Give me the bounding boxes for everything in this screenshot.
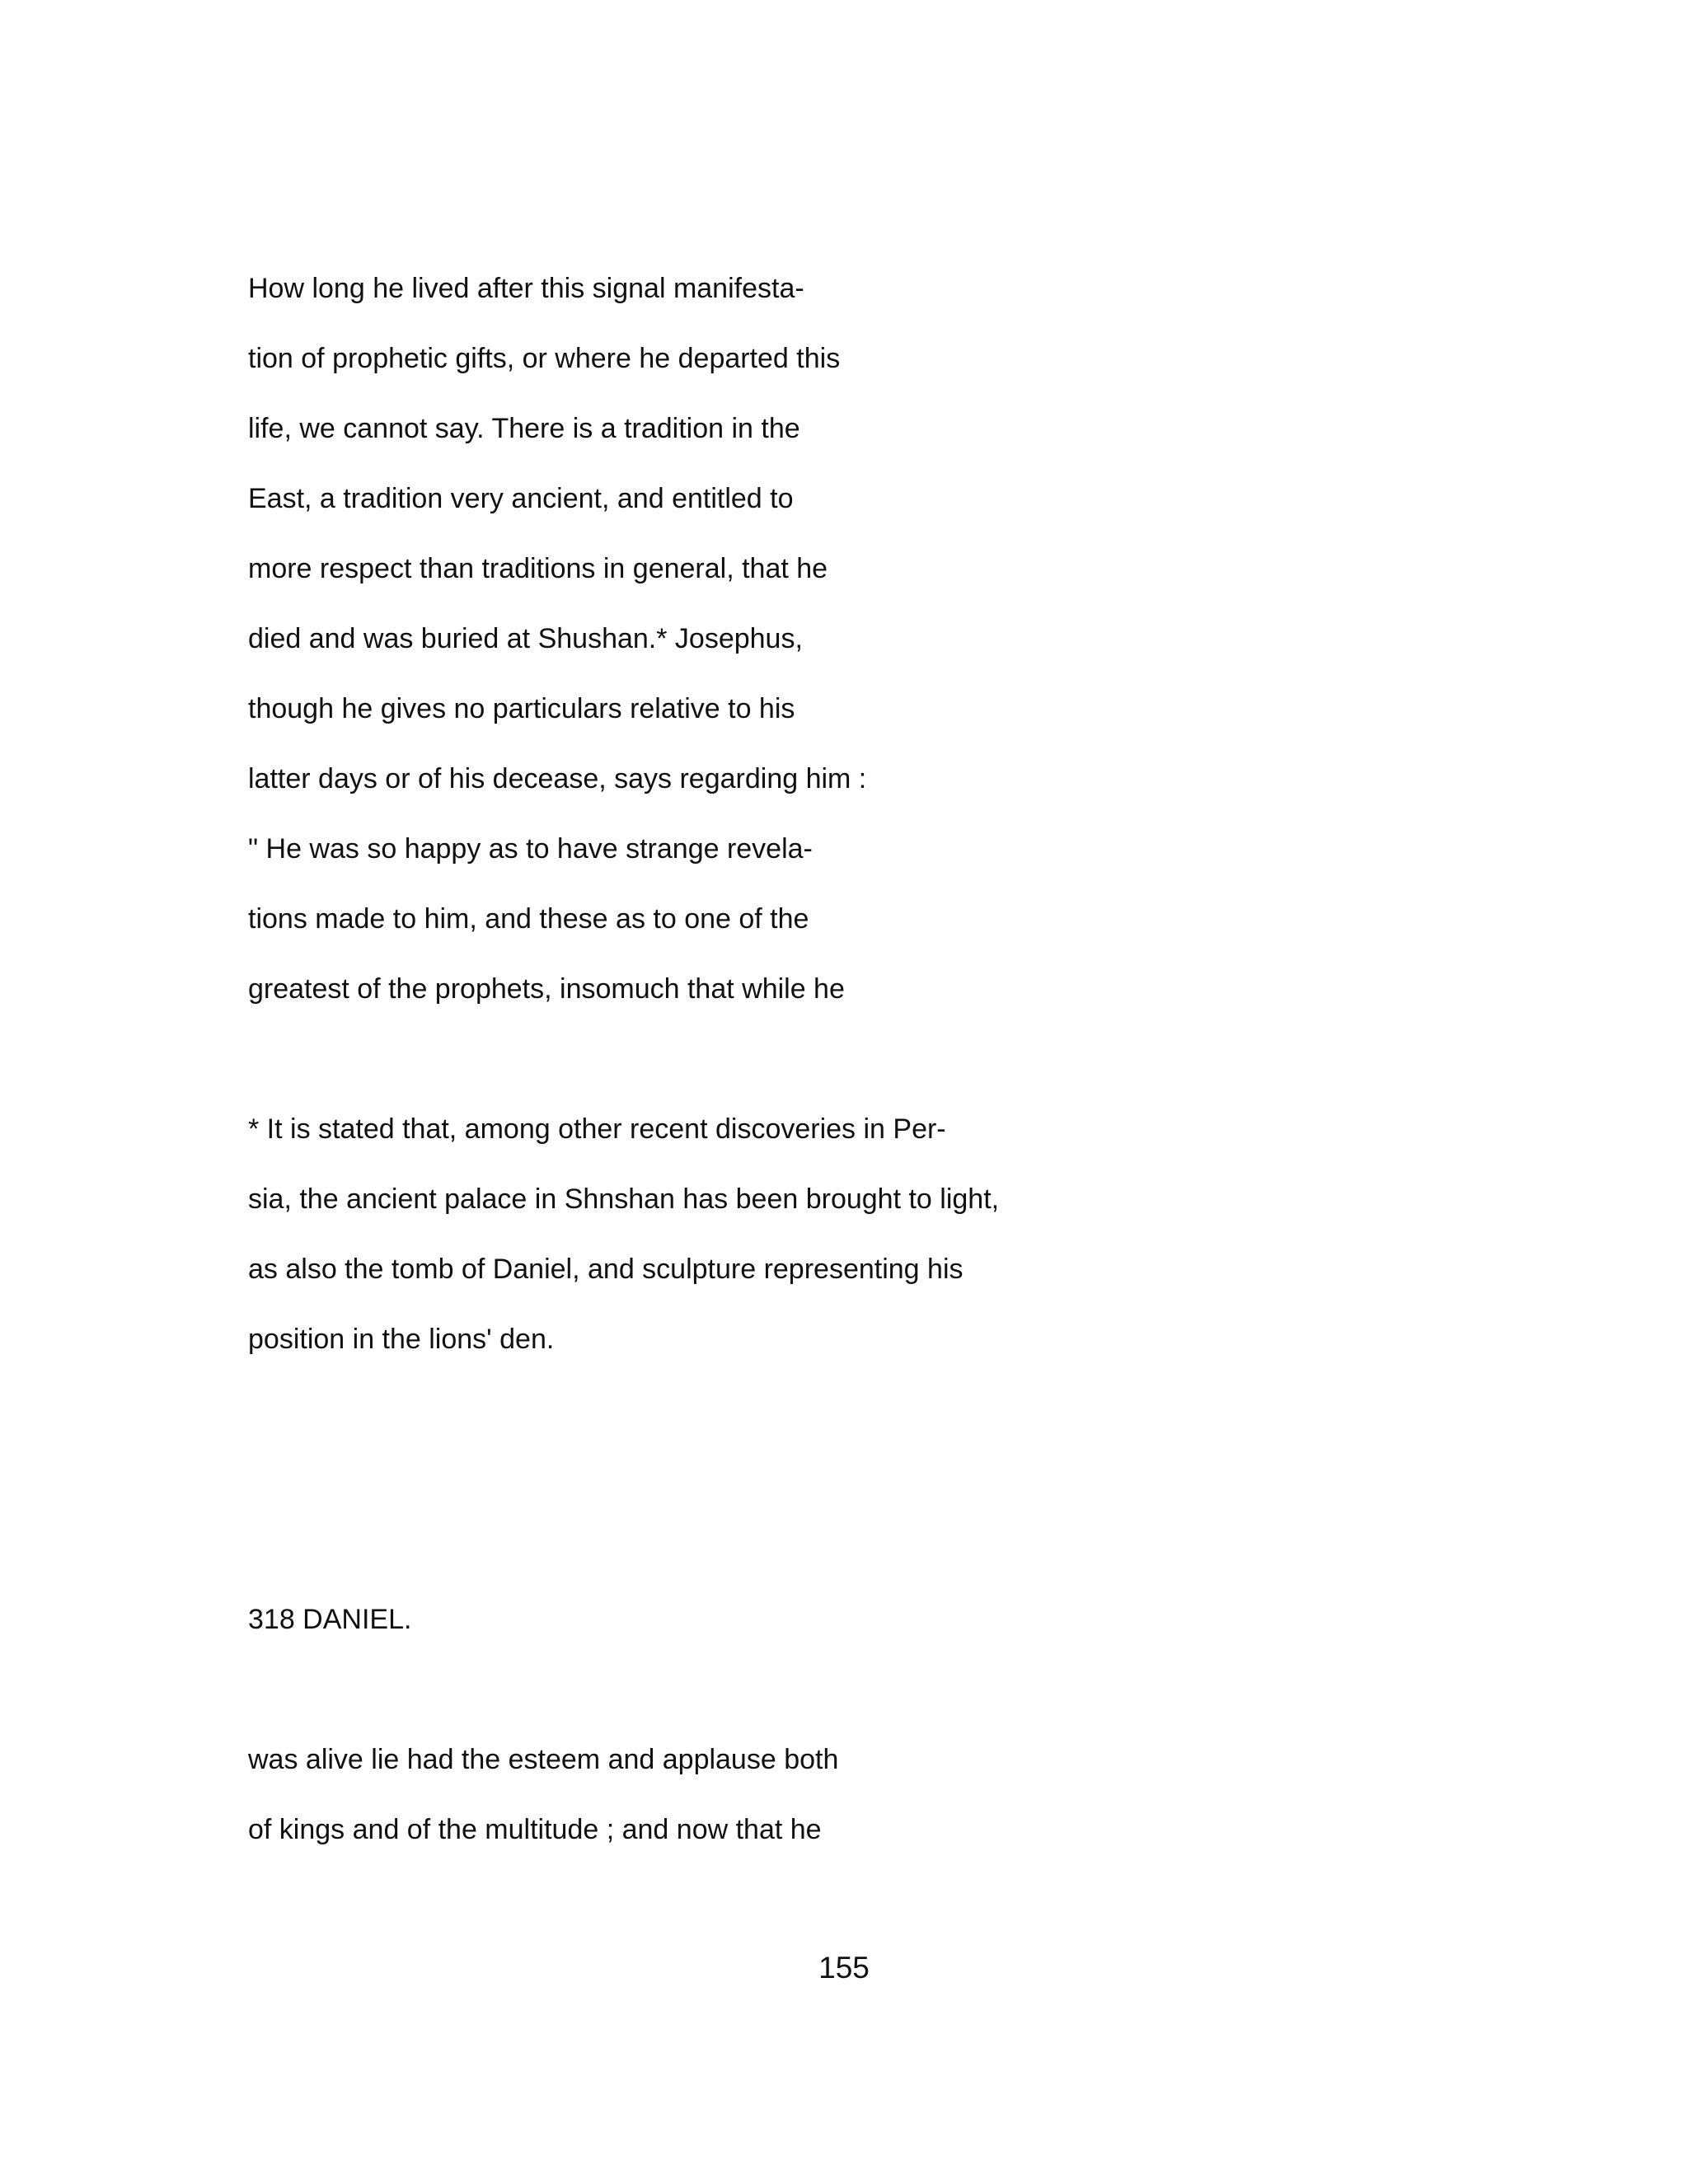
main-text-line: " He was so happy as to have strange revela- — [248, 833, 813, 865]
main-text-line: died and was buried at Shushan.* Josephus, — [248, 623, 803, 654]
continuation-line: of kings and of the multitude ; and now that he — [248, 1814, 822, 1845]
page-number: 155 — [818, 1951, 870, 1985]
footnote-line: sia, the ancient palace in Shnshan has been brought to light, — [248, 1183, 1000, 1215]
main-text-line: How long he lived after this signal manifesta- — [248, 273, 804, 304]
main-text-line: life, we cannot say. There is a tradition in the — [248, 413, 800, 444]
running-header: 318 DANIEL. — [248, 1604, 412, 1635]
main-text-line: latter days or of his decease, says regarding him : — [248, 763, 867, 794]
main-text-line: tion of prophetic gifts, or where he departed this — [248, 343, 841, 374]
continuation-line: was alive lie had the esteem and applause both — [248, 1744, 839, 1775]
main-text-line: though he gives no particulars relative to his — [248, 693, 795, 724]
footnote-line: as also the tomb of Daniel, and sculpture representing his — [248, 1254, 964, 1285]
main-text-line: greatest of the prophets, insomuch that while he — [248, 973, 845, 1005]
footnote-line: position in the lions' den. — [248, 1324, 555, 1355]
main-text-line: more respect than traditions in general, that he — [248, 553, 828, 584]
footnote-line: * It is stated that, among other recent discoveries in Per- — [248, 1113, 946, 1145]
main-text-line: tions made to him, and these as to one of the — [248, 903, 809, 935]
main-text-line: East, a tradition very ancient, and entitled to — [248, 483, 794, 514]
